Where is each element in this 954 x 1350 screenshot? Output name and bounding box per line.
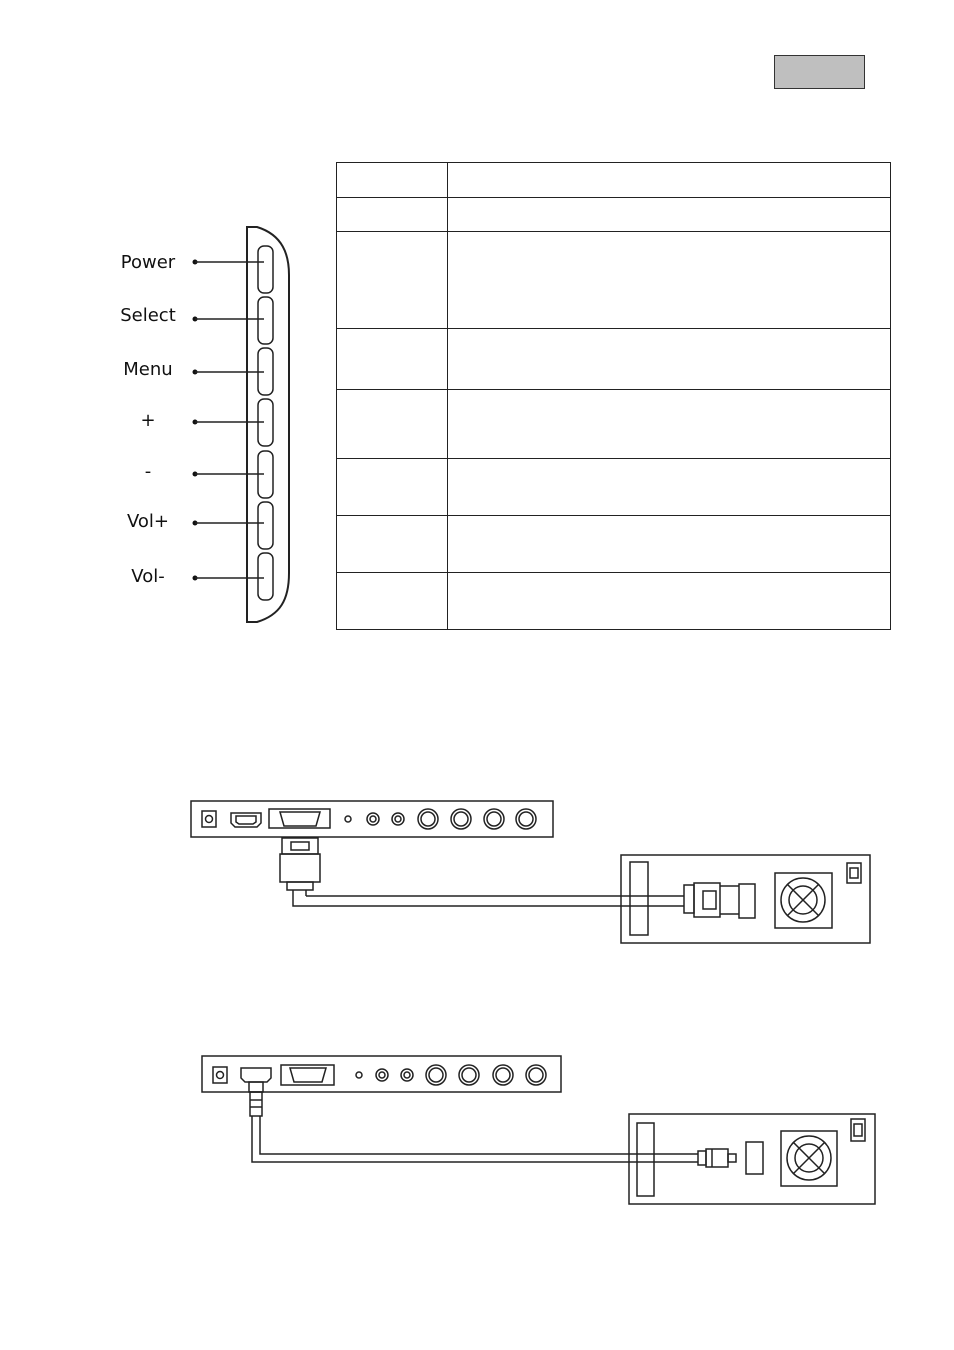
button-label-volup: Vol+ — [126, 511, 169, 532]
vga-connection-diagram — [191, 801, 870, 943]
button-label-power: Power — [120, 252, 176, 273]
button-label-select: Select — [120, 305, 176, 326]
button-label-minus: - — [144, 461, 152, 482]
hdmi-connection-diagram — [202, 1056, 875, 1204]
button-label-voldown: Vol- — [131, 566, 165, 587]
button-label-plus: + — [140, 410, 156, 431]
button-label-menu: Menu — [123, 359, 173, 380]
side-button-panel — [193, 227, 290, 622]
